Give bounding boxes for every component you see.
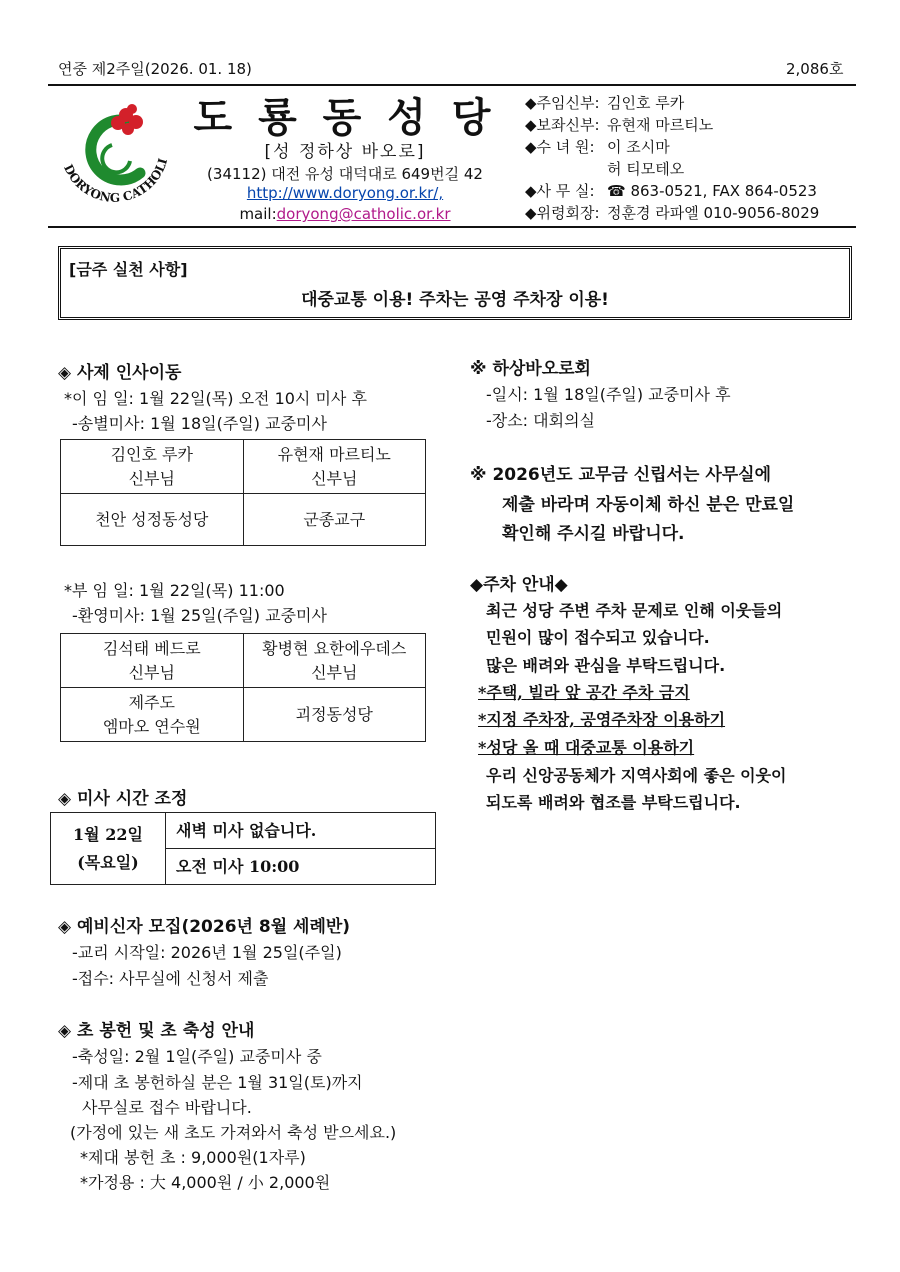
parking-line: 우리 신앙공동체가 지역사회에 좋은 이웃이 [486,766,787,785]
parking-line: 많은 배려와 관심을 부탁드립니다. [486,656,726,675]
parking-rule: *성당 올 때 대중교통 이용하기 [478,738,695,757]
catechumen-line: -교리 시작일: 2026년 1월 25일(주일) [72,943,342,962]
school-notice: 확인해 주시길 바랍니다. [502,524,685,544]
staff-row: 허 티모테오 [607,160,685,178]
mass-heading: ◈ 미사 시간 조정 [58,789,188,809]
catechumen-heading: ◈ 예비신자 모집(2026년 8월 세례반) [58,917,351,937]
candle-line: *가정용 : 大 4,000원 / 小 2,000원 [80,1173,331,1192]
staff-list [525,92,819,224]
table-cell: 유현재 마르티노 신부님 [243,440,426,494]
notice-title: [금주 실천 사항] [69,260,188,279]
logo-text: DORYONG CATHOLI [61,156,171,205]
candle-line: -제대 초 봉헌하실 분은 1월 31일(토)까지 [72,1073,363,1092]
mail-label: mail: [239,205,277,223]
arrive-date: *부 임 일: 1월 22일(목) 11:00 [64,581,285,600]
parking-line: 되도록 배려와 협조를 부탁드립니다. [486,793,741,812]
staff-row: ◆사 무 실: ☎ 863-0521, FAX 864-0523 [525,182,817,200]
mail-line [190,205,500,223]
candle-line: -축성일: 2월 1일(주일) 교중미사 중 [72,1047,322,1066]
school-notice: 제출 바라며 자동이체 하신 분은 만료일 [502,495,795,515]
staff-row: ◆보좌신부: 유현재 마르티노 [525,116,714,134]
parking-rule: *주택, 빌라 앞 공간 주차 금지 [478,683,690,702]
candle-line: (가정에 있는 새 초도 가져와서 축성 받으세요.) [70,1123,397,1142]
notice-box [58,246,852,320]
staff-row: ◆위령회장: 정훈경 라파엘 010-9056-8029 [525,204,820,222]
table-cell: 황병현 요한에우데스 신부님 [243,634,426,688]
leave-date: *이 임 일: 1월 22일(목) 오전 10시 미사 후 [64,389,367,408]
issue-number: 2,086호 [786,60,844,78]
header-rule-bottom [48,226,856,228]
parking-line: 최근 성당 주변 주차 문제로 인해 이웃들의 [486,601,783,620]
address: (34112) 대전 유성 대덕대로 649번길 42 [207,165,483,183]
notice-text: 대중교통 이용! 주차는 공영 주차장 이용! [301,290,609,310]
parish-logo [52,95,180,215]
farewell-mass: -송별미사: 1월 18일(주일) 교중미사 [72,414,327,433]
catechumen-line: -접수: 사무실에 신청서 제출 [72,969,269,988]
mail-link[interactable]: doryong@catholic.or.kr [276,205,451,223]
patron-saint: [성 정하상 바오로] [264,142,426,162]
paul-heading: ※ 하상바오로회 [470,359,591,379]
mass-date-cell: 1월 22일 (목요일) [51,813,166,885]
table-cell: 제주도 엠마오 연수원 [61,688,244,742]
staff-row: ◆주임신부: 김인호 루카 [525,94,685,112]
website-link[interactable]: http://www.doryong.or.kr/, [246,184,444,202]
candle-heading: ◈ 초 봉헌 및 초 축성 안내 [58,1021,255,1041]
mass-row: 새벽 미사 없습니다. [166,813,436,849]
parking-heading: ◆주차 안내◆ [470,575,568,595]
transfer-heading: ◈ 사제 인사이동 [58,363,182,383]
paul-line: -일시: 1월 18일(주일) 교중미사 후 [486,385,731,404]
parking-line: 민원이 많이 접수되고 있습니다. [486,628,710,647]
school-notice: ※ 2026년도 교무금 신립서는 사무실에 [470,465,772,485]
table-cell: 군종교구 [243,494,426,546]
table-cell: 김석태 베드로 신부님 [61,634,244,688]
table-cell: 김인호 루카 신부님 [61,440,244,494]
table-cell: 천안 성정동성당 [61,494,244,546]
leave-table [60,439,426,546]
mass-table [50,812,436,885]
svg-text:DORYONG CATHOLIC [52,95,170,205]
website-line [190,184,500,202]
mass-row: 오전 미사 10:00 [166,849,436,885]
parking-rule: *지정 주차장, 공영주차장 이용하기 [478,710,726,729]
staff-row: ◆수 녀 원: 이 조시마 [525,138,670,156]
issue-date: 연중 제2주일(2026. 01. 18) [58,60,252,78]
candle-line: *제대 봉헌 초 : 9,000원(1자루) [80,1148,306,1167]
arrive-table [60,633,426,742]
candle-line: 사무실로 접수 바랍니다. [82,1098,252,1117]
parish-name: 도 룡 동 성 당 [193,95,497,141]
table-cell: 괴정동성당 [243,688,426,742]
welcome-mass: -환영미사: 1월 25일(주일) 교중미사 [72,606,327,625]
paul-line: -장소: 대회의실 [486,411,595,430]
